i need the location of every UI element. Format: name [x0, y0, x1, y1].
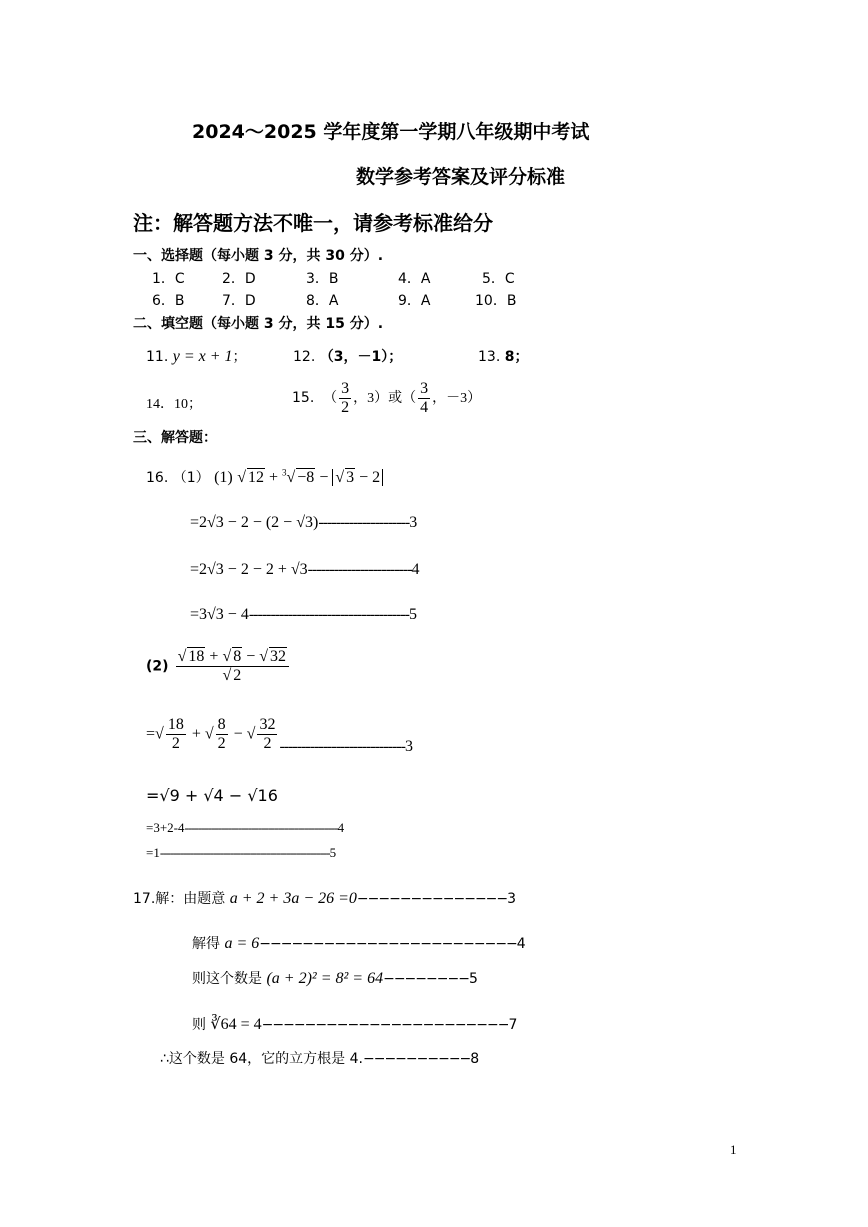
q16b-step2: =√9 + √4 − √16 [146, 786, 278, 805]
q16b-step3: =3+2-4----------------------------------------------4 [146, 820, 344, 835]
choice-answer: 4．A [398, 271, 431, 287]
page-number: 1 [730, 1142, 737, 1157]
q17-step2: 解得 a = 6−−−−−−−−−−−−−−−−−−−−−−−−4 [192, 935, 525, 952]
q16b-step4: =1---------------------------------------------------5 [146, 845, 336, 860]
q17-step3: 则这个数是 (a + 2)² = 8² = 64−−−−−−−−5 [192, 970, 477, 987]
section-fill-heading: 二、填空题（每小题 3 分，共 15 分）. [133, 316, 384, 332]
q17-conclusion: ∴这个数是 64，它的立方根是 4.−−−−−−−−−−8 [160, 1051, 479, 1067]
choice-answer: 1．C [152, 271, 185, 287]
q16-expression: 16. （1） (1) √ 12 + $^3$√ −8 − √ 3 − 2 [146, 467, 383, 487]
section-solve-heading: 三、解答题： [133, 430, 217, 446]
choice-answer: 6．B [152, 293, 185, 309]
q12-answer: 12. （3，－1）； [293, 349, 403, 365]
q17-step4: 则 ∛64 = 4−−−−−−−−−−−−−−−−−−−−−−−7 [192, 1016, 517, 1033]
choice-answer: 9．A [398, 293, 431, 309]
q15-answer: 15. （ $\frac{3}{2}$ ，3）或（ $\frac{3}{4}$ ，－3） [292, 380, 482, 416]
choice-answer: 5．C [482, 271, 515, 287]
q17-step1: 17.解：由题意 a + 2 + 3a − 26 =0−−−−−−−−−−−−−−3 [133, 890, 516, 907]
q16-step1: =2√3 − 2 − (2 − √3)---------------------3 [190, 514, 417, 531]
q14-answer: 14．10； [146, 397, 202, 412]
grading-note: 注：解答题方法不唯一，请参考标准给分 [133, 211, 493, 235]
q16-step2: =2√3 − 2 − 2 + √3------------------------4 [190, 561, 419, 578]
q16b-step1: =√ $\frac{18}{2}$ + √ $\frac{8}{2}$ − √ $\frac{32}{2}$ -----------------------------3 [146, 716, 412, 755]
choice-answer: 8．A [306, 293, 339, 309]
page-subtitle: 数学参考答案及评分标准 [356, 166, 566, 188]
choice-answer: 10．B [475, 293, 517, 309]
choice-answer: 7．D [222, 293, 256, 309]
q16b-expression: (2) $\frac{√ 18 + √ 8 - √ 32}{√ 2}$ [146, 648, 291, 684]
q13-answer: 13. 8； [478, 349, 529, 365]
q11-answer: 11. y = x + 1； [146, 348, 247, 365]
q16-step3: =3√3 − 4-------------------------------------5 [190, 606, 416, 623]
choice-answer: 3．B [306, 271, 339, 287]
page-title: 2024～2025 学年度第一学期八年级期中考试 [192, 121, 590, 143]
choice-answer: 2．D [222, 271, 256, 287]
section-choice-heading: 一、选择题（每小题 3 分，共 30 分）. [133, 248, 384, 264]
